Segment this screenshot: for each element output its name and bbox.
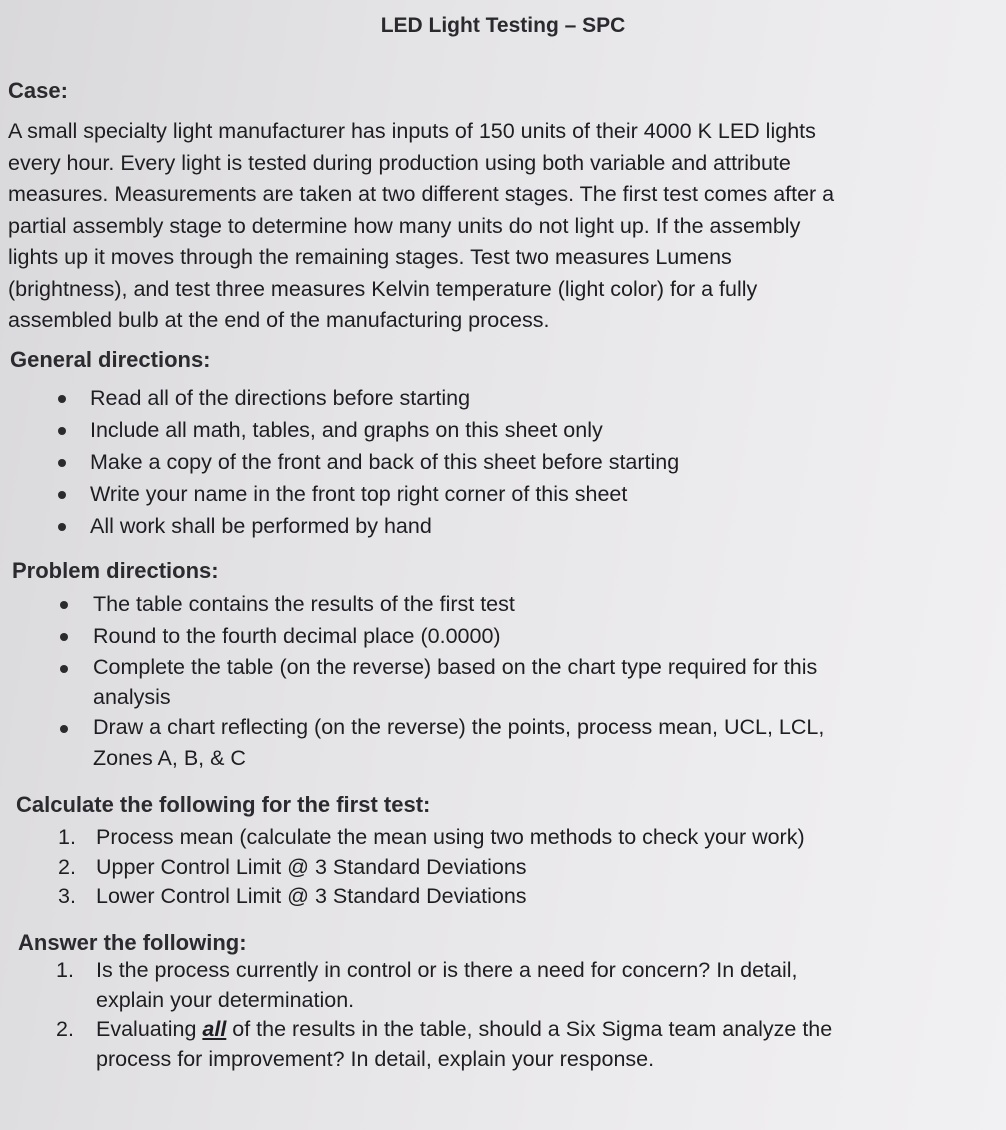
list-item-text: Make a copy of the front and back of this sheet before starting [90, 450, 680, 474]
answer-list [56, 956, 832, 1074]
general-directions-heading: General directions: [10, 347, 211, 372]
list-item [56, 414, 679, 446]
bullet-icon [58, 523, 66, 531]
bullet-icon [58, 491, 66, 499]
case-line: lights up it moves through the remaining stages. Test two measures Lumens [8, 245, 732, 269]
list-item-text: Upper Control Limit @ 3 Standard Deviations [96, 854, 527, 879]
case-line: (brightness), and test three measures Kelvin temperature (light color) for a fully [8, 276, 758, 301]
list-item-continuation [56, 986, 832, 1016]
list-item [56, 478, 679, 510]
general-directions-list [56, 382, 679, 542]
answer-heading: Answer the following: [18, 930, 247, 955]
list-item-text: Lower Control Limit @ 3 Standard Deviations [96, 884, 527, 908]
list-item-text: Zones A, B, & C [93, 746, 246, 770]
case-paragraph [8, 116, 993, 337]
bullet-icon [60, 725, 68, 733]
list-item [58, 823, 805, 853]
list-item [58, 588, 824, 620]
list-item [58, 652, 824, 682]
case-line: measures. Measurements are taken at two different stages. The first test comes after a [8, 182, 835, 206]
list-number: 1. [58, 825, 76, 849]
list-item [58, 712, 824, 743]
case-line: every hour. Every light is tested during production using both variable and attribute [8, 150, 791, 175]
problem-directions-heading: Problem directions: [12, 558, 219, 583]
list-number: 2. [56, 1017, 74, 1041]
list-number: 2. [58, 854, 76, 879]
list-item-continuation [58, 743, 824, 774]
case-heading: Case: [8, 78, 68, 103]
emphasis-all: all [202, 1017, 227, 1041]
list-item-text: Evaluating [96, 1017, 203, 1041]
list-item [58, 853, 805, 883]
list-item-text: of the results in the table, should a Six Sigma team analyze the [226, 1017, 833, 1041]
list-item [56, 956, 832, 986]
list-item-text: All work shall be performed by hand [90, 514, 432, 538]
bullet-icon [60, 601, 68, 609]
list-item-text: The table contains the results of the first test [93, 592, 515, 616]
list-number: 1. [56, 958, 74, 982]
bullet-icon [58, 427, 66, 435]
list-item [58, 882, 805, 912]
list-item-continuation [58, 682, 824, 712]
list-item-text: Process mean (calculate the mean using two methods to check your work) [96, 825, 805, 849]
case-line: A small specialty light manufacturer has inputs of 150 units of their 4000 K LED lights [8, 119, 816, 143]
list-item-text: Write your name in the front top right corner of this sheet [90, 482, 628, 506]
bullet-icon [60, 665, 68, 673]
list-number: 3. [58, 884, 76, 908]
problem-directions-list [58, 588, 824, 774]
list-item-text: Draw a chart reflecting (on the reverse) the points, process mean, UCL, LCL, [93, 715, 825, 739]
list-item-text: process for improvement? In detail, explain your response. [96, 1046, 655, 1071]
list-item [56, 1015, 832, 1045]
list-item-text: Is the process currently in control or is there a need for concern? In detail, [96, 958, 798, 982]
list-item-text: Complete the table (on the reverse) based on the chart type required for this [93, 655, 818, 679]
page-title: LED Light Testing – SPC [380, 14, 626, 37]
list-item-text: Include all math, tables, and graphs on this sheet only [90, 418, 603, 442]
list-item [56, 382, 679, 414]
case-line: partial assembly stage to determine how many units do not light up. If the assembly [8, 213, 801, 238]
list-item [56, 510, 679, 542]
bullet-icon [58, 459, 66, 467]
bullet-icon [60, 633, 68, 641]
list-item-continuation [56, 1045, 832, 1075]
bullet-icon [58, 395, 66, 403]
calculate-heading: Calculate the following for the first test: [16, 792, 431, 817]
list-item-text: analysis [93, 685, 171, 709]
list-item-text: Round to the fourth decimal place (0.0000) [93, 624, 501, 648]
list-item-text: explain your determination. [96, 987, 355, 1012]
calculate-list [58, 823, 805, 912]
list-item-text: Read all of the directions before starting [90, 386, 471, 410]
list-item [58, 620, 824, 652]
list-item [56, 446, 679, 478]
case-line: assembled bulb at the end of the manufacturing process. [8, 308, 550, 332]
